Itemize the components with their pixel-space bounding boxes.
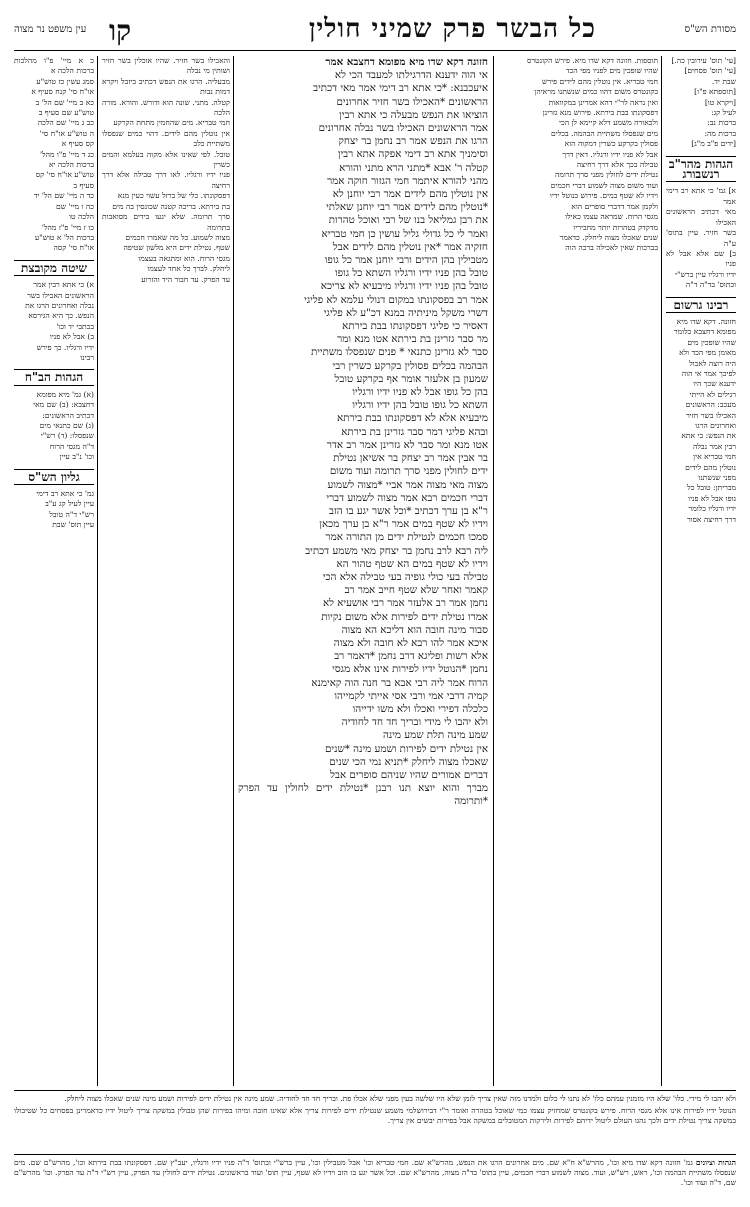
reference-line: [תוספתא פ"ו] [694, 87, 736, 97]
gemara-line: מר סבר גזרינן בת בירתא אטו מנא ומר [337, 333, 488, 346]
gershom-line: ידענא שכך היו [693, 379, 736, 389]
gemara-line: השתא כל גופו טובל בהן ידיו ורגליו [352, 399, 488, 412]
gemara-line: אמרו נטילת ידים לפירות אלא משום נקיות [321, 610, 488, 623]
gemara-line: סבור מינה חובה הוא דליכא הא מצוה [341, 623, 488, 636]
gemara-line: שמע מינה תלת שמע מינה [382, 729, 488, 742]
tosafot-line: ולקמן אמר דדברי סופרים הוא [571, 201, 658, 211]
rashash-line: א] גמ' כי אתא רב דימי אמר [666, 186, 736, 206]
gemara-line: הוציאו את הנפש מבעלה כי אתא רבין [339, 108, 488, 121]
shita-mekubetzet-title: שיטה מקובצת [14, 260, 94, 276]
tosafot-text [498, 56, 658, 254]
gemara-line: הרוח אמר ליה רבי אבא בר חנה הוה קאימנא [311, 676, 488, 689]
tosafot-line: תוספות. חזונה דקא שדו מיא. פירש הקונטרס [527, 56, 658, 65]
gershom-line: היה רוצה לאכול [689, 358, 736, 368]
gemara-line: אין נטילת ידים לפירות ושמע מינה *שנים [324, 742, 488, 755]
tosafot-line: שנים שאכלו מצוה ליחלק. כדאמר [559, 232, 658, 242]
gemara-line: בהן כל גופו אבל לא פניו ידיו ורגליו [352, 386, 488, 399]
rabbeinu-gershom-title: רבינו גרשום [666, 297, 736, 313]
rashash-line: בשר חזיר. עיין בתוס' ע"ה [666, 228, 736, 248]
shita-mekubetzet-box [14, 280, 94, 363]
gemara-line: קמיה דרבי אמי ורבי אסי אייתי לקמייהו [334, 689, 488, 702]
gershom-line: מאומן מפי הכד ולא [679, 348, 736, 358]
ein-mishpat-line: כ א מיי' פ"ו מהלכות ברכות הלכה א [14, 56, 94, 76]
gemara-line: דברי חכמים רבא אמר מצוה לשמוע דברי [326, 491, 488, 504]
gershom-line: מפומא דחצבא כלומר [673, 327, 736, 337]
gemara-line: הראשונים *האכילו בשר חזיר אחרונים [336, 95, 488, 108]
gemara-line: נחמן *הנוטל ידיו לפירות אינו אלא מגסי [332, 663, 488, 676]
tosafot-line: מים שנפסלו משתיית הבהמה. בכלים [551, 128, 658, 138]
rashash-line: מאי דכתיב הראשונים האכילו [666, 207, 736, 227]
tosafot-line: בברכות שאין לאכילה ברכה הוה [565, 243, 658, 253]
gershom-line: מפני שנשתנו [698, 473, 736, 483]
gilyon-line: גמ' כי אתא רב דימי [36, 489, 94, 499]
bach-line: (א) גמ' מיא מפומא [36, 389, 94, 399]
gershom-line: מבריתן: טובל כל [687, 483, 736, 493]
rashi-line: חמי טבריא. מים שהחמין מתחת הקרקע [113, 118, 230, 128]
rashi-line: דפסקונתו. כלי של ברזל עשוי כעין מנא [117, 191, 230, 201]
far-right-column [666, 56, 736, 1086]
tosafot-line: פסולין בקרקע כשרין דמקוה הוא [564, 139, 658, 149]
ein-mishpat-line: כד ה מיי' שם הל' יד [33, 191, 94, 201]
divider [493, 56, 494, 1086]
rashi-text [102, 56, 230, 285]
gemara-line: וידיו לא שטף במים הא שטף טהור הא [336, 557, 488, 570]
gemara-line: אלא רשות ופליגא דרב נחמן *דאמר רב [334, 650, 488, 663]
gershom-line: גופו אבל לא פניו [688, 493, 736, 503]
gershom-line: ואחרונים הרגו [695, 421, 736, 430]
gemara-line: איעכבנא: *כי אתא רב דימי אמר מאי דכתיב [313, 82, 488, 95]
gemara-line: נחמן אמר רב אלעזר אמר רבי אושעיא לא [322, 597, 488, 610]
divider [661, 56, 662, 1086]
gershom-line: את הנפש: כי אתא [681, 431, 736, 441]
gershom-line: נוטלין מהם לידים [685, 462, 736, 472]
rashi-line: והאכילו בשר חזיר. שהיו אוכלין בשר חזיר ושותין מי נבלה [102, 56, 230, 76]
rabbeinu-gershom-box [666, 317, 736, 525]
bach-line: דכתיב הראשונים: [42, 410, 94, 420]
bach-line: (ג) שם כתנאי מים [39, 421, 94, 430]
shita-line: רבינו [80, 352, 94, 362]
tosafot-line: טבילה בכך אלא דרך רחיצה [576, 160, 658, 170]
rashi-line: מבעליה. הרגו את הנפש דכתיב ביזבל ויקרא דמות נבות [102, 76, 230, 97]
rashash-line: ידיו ורגליו עיין ברש"י [675, 269, 736, 279]
rashi-line: שטף. נטילת ידים היא מלשון שטיפה [123, 243, 230, 253]
gemara-line: מטבילין בהן הידים ורבי יוחנן אמר כל גופו [324, 254, 488, 267]
gershom-line: מעכב: הראשונים [685, 400, 736, 410]
gershom-line: חמי טבריא אין [693, 452, 736, 462]
gemara-line: בר אבין אמר רב יצחק בר אשיאן נטילת [333, 452, 488, 465]
tosafot-line: וידיו לא שטף במים. פירוש בנוטל ידיו [549, 191, 658, 201]
hagahot-habach-title: הגהות הב"ח [14, 369, 94, 385]
page-header [14, 14, 736, 50]
gershom-line: ידיו ורגליו כלומר [688, 504, 736, 514]
shita-line: בכתבי יד וכו' [56, 321, 94, 331]
gemara-line: הבהמה בכלים פסולין בקרקע כשרין רבי [332, 359, 488, 372]
rashash-box-title: הגהות מהר"ב רנשבורג [666, 156, 736, 183]
gemara-line: מיבעיא אלא לא דפסקונתו בבת בירתא [336, 412, 488, 425]
gemara-line: ובהא פליגי דמר סבר גזרינן בת בירתא [341, 425, 488, 438]
divider [97, 56, 98, 1086]
far-left-column [14, 56, 94, 1086]
ein-mishpat-line: כו ז מיי' פ"ז מהל' [41, 222, 94, 232]
rashash-line: ובתוס' בד"ה ד"ה [685, 280, 736, 290]
gemara-line: טובל בהן פניו ידיו ורגליו השתא כל גופו [335, 267, 488, 280]
ein-mishpat-line: טוש"ע או"ח סי' קס [35, 170, 94, 180]
ein-mishpat-line: הלכה טו [69, 212, 94, 222]
tosafot-column [498, 56, 658, 1086]
ein-mishpat-line: סמג עשין כז טוש"ע [36, 76, 94, 86]
reference-line: [עי' תוס' פסחים] [684, 66, 736, 76]
shita-line: ידיו ורגליו. כך פירש [36, 342, 94, 352]
gemara-line: אמר רב בפסקונתו במקום דנולי עלמא לא פליגי [304, 293, 488, 306]
gemara-line: ואמר לי כל גדולי גליל עושין כן חמי טבריא [321, 227, 488, 240]
tosafot-line: ואין נראה לר"י דהא אמרינן במקוואות [548, 97, 658, 107]
rashash-line: ב] שם אלא אבל לא פניו [666, 248, 736, 269]
bach-line: שנפסלו: (ד) רש"י [40, 431, 94, 441]
gemara-line: אטו מנא ומר סבר לא גזרינן אמר רב אדר [326, 438, 488, 451]
tosafot-line: מגסי הרוח. שמראה עצמו כאילו [565, 212, 658, 222]
page-title: כל הבשר פרק שמיני חולין [308, 14, 596, 44]
reference-line: שבת יד. [711, 76, 736, 86]
gershom-line: דרך רחיצה אסור [686, 514, 736, 524]
gemara-line: וידיו לא שטף במים אמר ר"א בן ערך מכאן [319, 518, 488, 531]
gershom-line: רבין אמר נבלה [693, 441, 736, 451]
header-rule [14, 50, 736, 51]
gemara-line: שאכלו מצוה ליחלק *תניא נמי הכי שנים [329, 755, 488, 768]
tosafot-line: בקונטרס משום דהוו כמים שנשתנו מראיהן [534, 87, 658, 97]
gemara-line: מהני להורא איתמר חמי הגזור חוקה אמר [327, 174, 488, 187]
tosafot-line: חמי טבריא. אין נוטלין מהם לידים פירש [542, 76, 658, 86]
gemara-line: אמר הראשונים האכילו בשר נבלה אחרונים [318, 122, 488, 135]
rashash-box [666, 186, 736, 290]
gemara-line: חזקיה אמר *אין נוטלין מהם לידים אבל [332, 240, 488, 253]
ein-mishpat-line: כג ד מיי' פ"ו מהל' [39, 149, 94, 159]
reference-line: לעיל קג: [711, 108, 736, 118]
gemara-line: את רבן גמליאל בנו של רבי ואוכל טהרות [328, 214, 488, 227]
gemara-line: ליה רבא לרב נחמן בר יצחק מאי משמע דכתיב [305, 544, 488, 557]
ein-mishpat-line: או"ח סי' קנח סעיף א [31, 87, 94, 97]
tosafot-line: דפסקונתו בבת בירתא. פירוש מנא גזרינן [542, 108, 658, 118]
rashi-line: מצוה לשמוע. כל מה שאמרו חכמים [125, 232, 230, 242]
gemara-line: מברך והוא יוצא תנו רבנן *נטילת ידים לחולין עד הפרק *ותרומה [238, 782, 488, 808]
bach-line: וכו' נ"ב עיין [59, 452, 94, 462]
reference-line: ברכות מה: [704, 128, 736, 138]
ein-mishpat-line: ה טוש"ע או"ח סי' [39, 128, 94, 138]
tosafot-line: אבל לא פניו ידיו ורגליו. דאין דרך [562, 149, 658, 159]
hagahot-vetziyunim [14, 1158, 736, 1202]
rashi-line: קטלה. מתני. שונה הוא ודורש. והורא. מורה הלכה [102, 97, 230, 118]
ein-mishpat-line: כב ג מיי' שם הלכה [37, 118, 94, 128]
gilyon-hashas-box [14, 489, 94, 531]
gilyon-line: רש"י ד"ה טובל [49, 509, 94, 519]
rashi-line: פניו ידיו ורגליו. לאו דרך טבילה אלא דרך רחיצה [102, 170, 230, 190]
bottom-commentary [14, 1094, 736, 1150]
shita-line: א) כי אתא רבין אמר [33, 280, 94, 290]
gemara-line: סמכו חכמים לנטילת ידים מן התורה אמר [325, 531, 488, 544]
notes-text: גמ' חזונה דקא שדו מיא וכו', מהרש"א ח"א שם. מים אחרונים הרגו את הנפש, מהרש"א שם. חמי טבריא וכו' אבל מטבילין וכו', עיין ברש"י ובתוס' ד"ה פניו ידיו ורגליו, יעב"ץ שם. דפסקונתו בבת בירתא וכו', מהרש"ם שם. מים שנפסלו משתיית הבהמה וכו', ראש, רש"ש, ועוד. מצוה לשמוע דברי חכמים, עיין בתוס' בד"ה מצוה, מהרש"א שם. וכל אשר יגע בו הזב וידיו לא שטף, עיין תוס' ועוד בראשונים. נטילת ידים לחולין עד הפרק, עיין רש"י ד"ה עד הפרק. וכו' מהרש"ם שם, ד"ה ועוד וכו'. [14, 1158, 736, 1188]
gemara-line: דברים אמורים שהיו שניהם סופרים אבל [330, 768, 488, 781]
masoret-hashas-label: מסורת הש"ס [684, 24, 736, 35]
ein-mishpat-line: סעיף ב [73, 180, 94, 190]
page-number: קו [109, 14, 132, 47]
gemara-line: סבר לא גזרינן כתנאי * פנים שנפסלו משתיית [310, 346, 488, 359]
rashi-line: אין נוטלין מהם לידים. דהוי כמים שנפסלו משתיית כלב [102, 128, 230, 149]
gershom-line: חזונה. דקא שדו מיא [676, 316, 736, 326]
shita-line: ב) אבל לא פניו [49, 332, 94, 342]
tosafot-line: ולכאורה משמע דלא קיימא לן הכי [559, 118, 658, 128]
gemara-line: איכא אמר להו רבא לא חובה ולא מצוה [333, 636, 488, 649]
bach-line: ד"ה מגסי הרוח [49, 441, 94, 451]
gemara-line: חזונה דקא שדו מיא מפומא דחצבא אמר [325, 56, 488, 68]
divider [233, 56, 234, 1086]
tosafot-line: מדקדק בטהרות יותר מחביריו [573, 222, 658, 232]
footer-rule [14, 1090, 736, 1091]
ein-mishpat-references [14, 56, 94, 254]
shita-line: נבלה ואחרונים הרגו את [25, 300, 94, 310]
gemara-line: הרגו את הנפש אמר רב נחמן בר יצחק [338, 135, 488, 148]
rashi-line: בת בירתא. בריכה קטנה שכונסין בה מים [112, 201, 230, 211]
bach-line: דחצבא: (ב) שם מאי [33, 400, 94, 410]
gilyon-hashas-title: גליון הש"ס [14, 469, 94, 485]
gershom-line: רגילים לא הייתי [689, 389, 736, 399]
rashi-line: סרך תרומה. שלא יגעו בידים מסואבות בתרומה [102, 212, 230, 232]
ein-mishpat-line: קס סעיף א [61, 139, 94, 149]
rashi-line: מגסי הרוח. הוא ומתגאה בעצמו [138, 253, 230, 263]
gemara-line: מצוה מאי מצוה אמר אביי *מצוה לשמוע [327, 478, 488, 491]
reference-line: [עי' תוס' עירובין כה.] [671, 56, 736, 65]
gemara-line: קטלה ר' אבא *מתני הרא מתני והורא [339, 161, 488, 174]
reference-line: [ויקרא טו] [704, 97, 736, 107]
gilyon-line: עיין תוס' שבת [52, 520, 94, 530]
gershom-line: האכילו בשר חזיר [685, 410, 736, 420]
tosafot-bottom: הנוטל ידיו לפירות אינו אלא מגסי הרוח. פירש בקונטרס שמחזיק עצמו כמי שאוכל בטהרה ואומר ר"י דבירושלמי משמע שנטילת ידים לפירות צריך אלא שאינו חובה ומיהו בפירות שהן טבולין במשקה צריך ליטול ידיו כדאמרינן בפסחים כל שטיבולו במשקה צריך נטילת ידים ולכך נהגו העולם ליטול ידיהם לפירות ולירקות המטובלים במשקה אבל בפירות יבשים אין צריך. [14, 1106, 736, 1126]
gilyon-line: עיין לעיל קג ע"ב [45, 499, 94, 509]
ein-mishpat-line: כא ב מיי' שם הל' ב [35, 97, 94, 107]
gemara-column [238, 56, 488, 1086]
gemara-line: אין נוטלין מהם לידים אמר רבי יוחנן לא [332, 188, 488, 201]
gemara-line: קאמר ואחר שלא שטף חייב אמר רב [344, 584, 488, 597]
gemara-line: *נוטלין מהם לידים אמר רבי יוחנן שאלתי [326, 201, 488, 214]
notes-title: הגהות וציונים [695, 1158, 736, 1167]
notes-rule [14, 1154, 736, 1155]
gemara-line: טבילה בעי כולי גופיה בעי טבילה אלא הכי [322, 570, 488, 583]
rashi-line: עד הפרק. עד חבור היד והזרוע [141, 274, 230, 284]
gershom-line: לפיכך אמר אי הוה [681, 368, 736, 378]
ein-mishpat-label: עין משפט נר מצוה [14, 24, 87, 35]
ein-mishpat-line: או"ח סי' קסה [53, 243, 94, 253]
shita-line: הנפש. כך היא הגירסא [28, 311, 94, 321]
gemara-line: ידים לחולין מפני סרך תרומה ועוד משום [329, 465, 488, 478]
gemara-line: אי הוה ידענא הדרגילתו למעבד הכי לא [334, 69, 488, 82]
ein-mishpat-line: ברכות הל' א טוש"ע [34, 232, 94, 242]
gershom-line: שהיו שופכין מים [687, 337, 736, 347]
shita-line: הראשונים האכילו בשר [27, 290, 94, 300]
gemara-line: דשרי משקל מיניתיה במנא דכ"ע לא פליגי [323, 306, 488, 319]
ein-mishpat-line: ברכות הלכה יא [48, 160, 94, 170]
rashi-line: טובל. לפי שאינו אלא מקוה בעלמא והמים כשרין [102, 149, 230, 170]
rashi-column [102, 56, 230, 1086]
ein-mishpat-line: טוש"ע שם סעיף ב [38, 108, 94, 118]
gemara-line: ולא יהבו לי מידי ובריך חד חד לחודיה [341, 716, 488, 729]
rashi-bottom: ולא יהבו לי מידי. כלו' שלא היו מזמנין עמהם כלו' לא נתנו לי כלום ולמדנו מזה שאין צריך לזמן שלא היו שלשה בעין מפני שלא אכלו פת. ובריך חד חד לחודיה. שמע מינה אין נטילת ידים לפירות ושמע מינה שנים שאכלו מצוה ליחלק. [64, 1094, 736, 1103]
gemara-line: ר"א בן ערך דכתיב *וכל אשר יגע בו הזב [328, 504, 488, 517]
reference-line: [ידים פ"ב מ"ג] [691, 139, 736, 149]
hagahot-habach-box [14, 390, 94, 463]
gemara-line: דאסיר כי פליגי דפסקונתו בבת בירתא [342, 320, 488, 333]
gemara-text [238, 56, 488, 809]
gemara-line: טובל בהן פניו ידיו ורגליו מיבעיא לא צריכא [320, 280, 488, 293]
far-right-references [666, 56, 736, 150]
gemara-line: וסימניך אתא רב דימי אפקה אתא רבין [337, 148, 488, 161]
gemara-line: שמעון בן אלעזר אומר אף בקרקע טובל [334, 372, 488, 385]
gemara-line: כלכלה דפירי ואכלו ולא משו ידייהו [352, 702, 488, 715]
tosafot-line: נטילת ידים לחולין מפני סרך תרומה [554, 170, 658, 180]
tosafot-line: ועוד משום מצוה לשמוע דברי חכמים [550, 180, 658, 190]
ein-mishpat-line: כה ו מיי' שם [56, 201, 94, 211]
rashi-line: ליחלק. לברך כל אחד לעצמו [147, 264, 230, 274]
tosafot-line: שהיו שופכין מים לפניו מפי הכד [565, 66, 658, 76]
reference-line: ברכות נב: [707, 118, 736, 128]
